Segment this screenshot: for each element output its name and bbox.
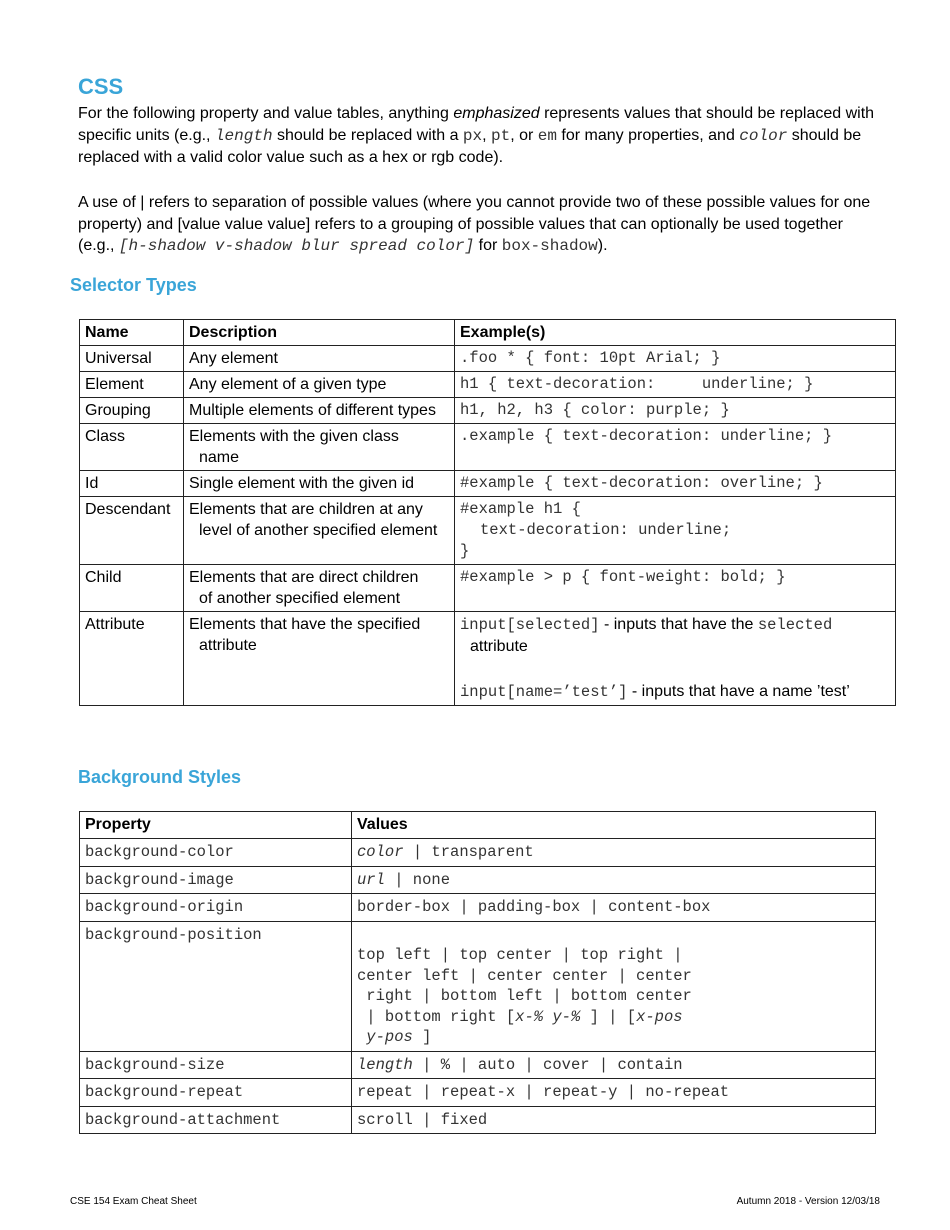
selector-name: Child (80, 565, 184, 612)
selector-example: #example > p { font-weight: bold; } (455, 565, 896, 612)
property-name: background-repeat (80, 1079, 352, 1107)
table-header-row (80, 320, 896, 346)
table-row (80, 497, 896, 565)
table-row (80, 471, 896, 497)
selector-types-heading: Selector Types (70, 275, 197, 295)
footer-left: CSE 154 Exam Cheat Sheet (70, 1196, 197, 1207)
selector-description: Any element (184, 346, 455, 372)
column-header: Description (184, 320, 455, 346)
property-name: background-image (80, 866, 352, 894)
table-row (80, 346, 896, 372)
property-name: background-attachment (80, 1106, 352, 1134)
property-values: url | none (352, 866, 876, 894)
property-values: top left | top center | top right | center left | center center | center right | bottom left | bottom center | bottom right [x-% y-% ] | [x-pos y-pos ] (352, 921, 876, 1051)
property-name: background-size (80, 1051, 352, 1079)
selector-description: Any element of a given type (184, 372, 455, 398)
table-row (80, 1051, 876, 1079)
column-header: Property (80, 812, 352, 839)
table-row (80, 372, 896, 398)
table-row (80, 398, 896, 424)
table-row (80, 565, 896, 612)
property-name: background-position (80, 921, 352, 1051)
selector-name: Universal (80, 346, 184, 372)
property-values: scroll | fixed (352, 1106, 876, 1134)
selector-example: #example { text-decoration: overline; } (455, 471, 896, 497)
selector-description: Elements with the given class name (184, 424, 455, 471)
table-row (80, 1106, 876, 1134)
selector-types-table (79, 319, 896, 706)
property-values: repeat | repeat-x | repeat-y | no-repeat (352, 1079, 876, 1107)
background-styles-heading: Background Styles (78, 767, 242, 787)
table-row (80, 866, 876, 894)
selector-example: #example h1 { text-decoration: underline; } (455, 497, 896, 565)
selector-description: Multiple elements of different types (184, 398, 455, 424)
table-row (80, 1079, 876, 1107)
intro-paragraph-units: For the following property and value tables, anything emphasized represents values that should be replaced with specific units (e.g., length should be replaced with a px, pt, or em for many properties, and color should be replaced with a valid color value such as a hex or rgb code). (78, 105, 875, 166)
table-row (80, 839, 876, 867)
property-name: background-origin (80, 894, 352, 922)
table-row (80, 894, 876, 922)
selector-name: Grouping (80, 398, 184, 424)
selector-description: Elements that have the specified attribute (184, 612, 455, 706)
selector-description: Elements that are children at any level of another specified element (184, 497, 455, 565)
table-header-row (80, 812, 876, 839)
selector-name: Descendant (80, 497, 184, 565)
background-styles-table (79, 811, 876, 1134)
column-header: Name (80, 320, 184, 346)
property-values: color | transparent (352, 839, 876, 867)
selector-name: Attribute (80, 612, 184, 706)
selector-example: h1, h2, h3 { color: purple; } (455, 398, 896, 424)
selector-example: h1 { text-decoration: underline; } (455, 372, 896, 398)
table-row (80, 424, 896, 471)
selector-name: Element (80, 372, 184, 398)
intro-paragraph-syntax: A use of | refers to separation of possible values (where you cannot provide two of these possible values for one property) and [value value value] refers to a grouping of possible values that can optionally be used together (e.g., [h-shadow v-shadow blur spread color] for box-shadow). (78, 194, 871, 255)
property-values: border-box | padding-box | content-box (352, 894, 876, 922)
footer-right: Autumn 2018 - Version 12/03/18 (736, 1196, 880, 1207)
selector-example: input[selected] - inputs that have the selected attribute input[name=’test’] - inputs that have a name ’test’ (455, 612, 896, 706)
selector-example: .example { text-decoration: underline; } (455, 424, 896, 471)
page-title: CSS (78, 74, 124, 99)
table-row (80, 612, 896, 706)
property-values: length | % | auto | cover | contain (352, 1051, 876, 1079)
selector-description: Elements that are direct children of another specified element (184, 565, 455, 612)
column-header: Example(s) (455, 320, 896, 346)
selector-description: Single element with the given id (184, 471, 455, 497)
column-header: Values (352, 812, 876, 839)
selector-name: Id (80, 471, 184, 497)
selector-name: Class (80, 424, 184, 471)
selector-example: .foo * { font: 10pt Arial; } (455, 346, 896, 372)
table-row (80, 921, 876, 1051)
property-name: background-color (80, 839, 352, 867)
